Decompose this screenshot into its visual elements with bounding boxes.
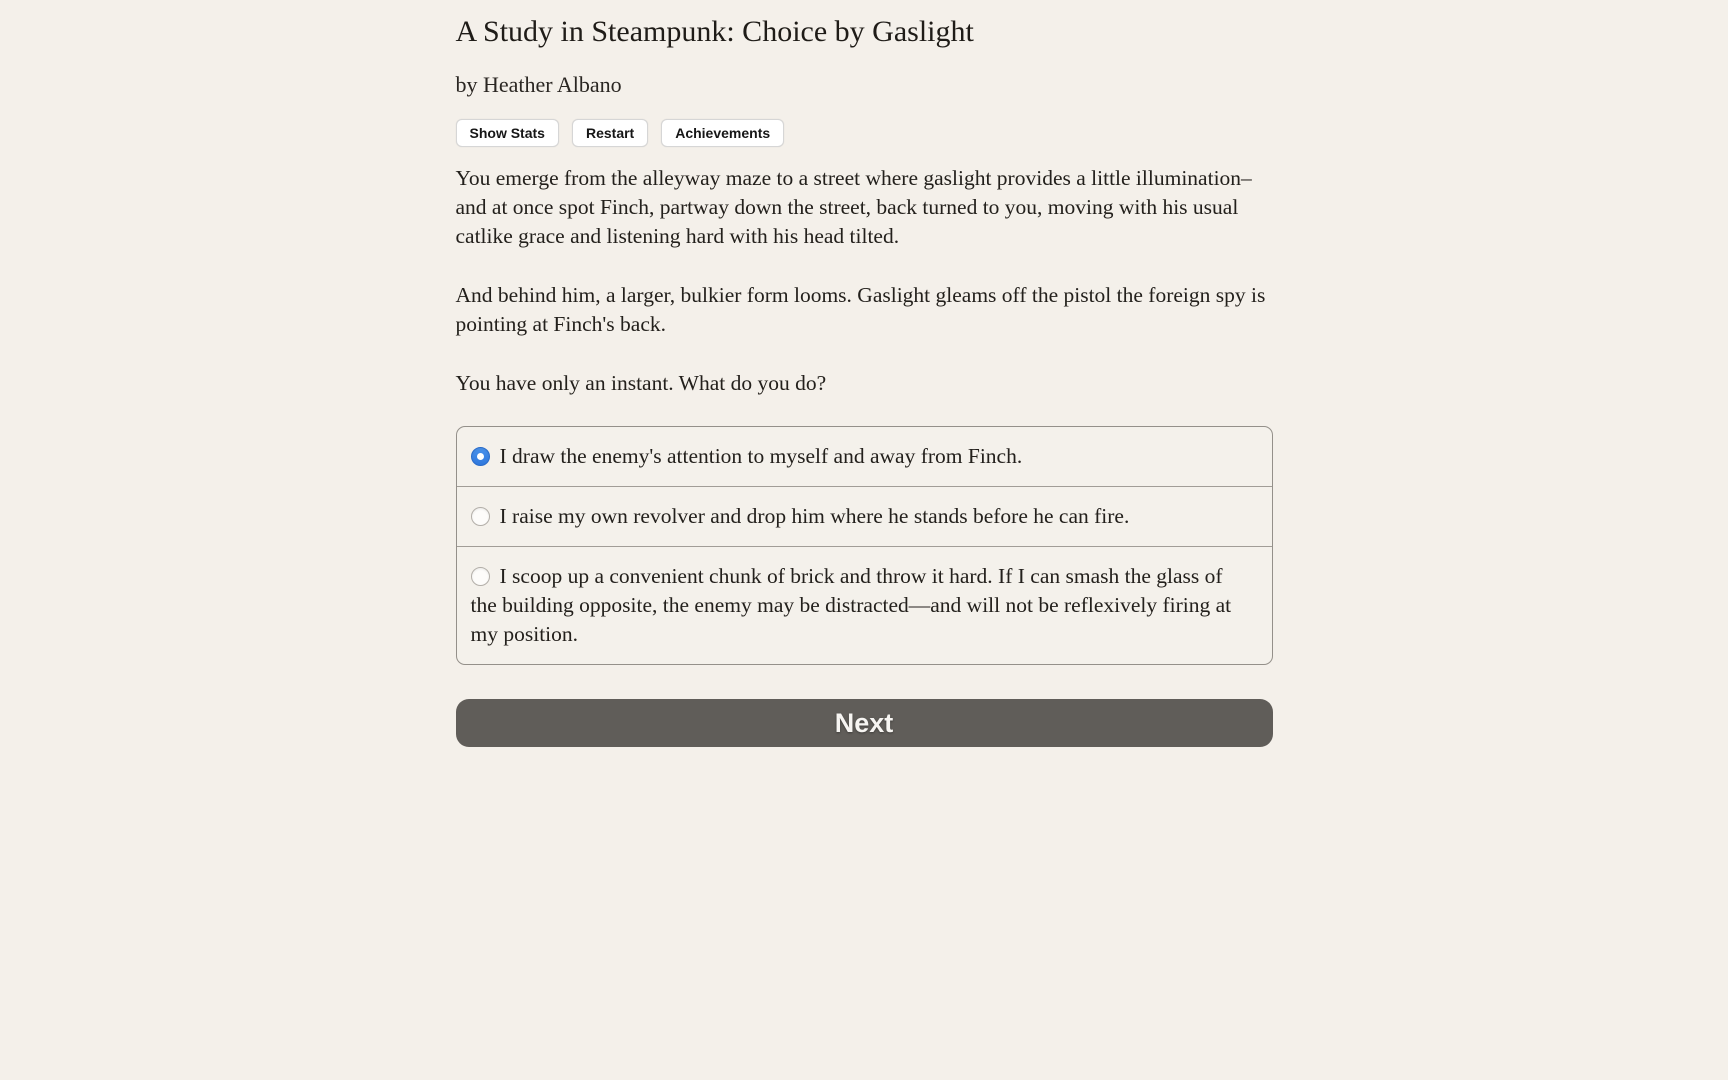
page-title: A Study in Steampunk: Choice by Gaslight [455, 15, 974, 48]
choice-option-label: I draw the enemy's attention to myself and away from Finch. [499, 444, 1023, 468]
radio-button-icon[interactable] [471, 447, 490, 466]
achievements-button[interactable]: Achievements [661, 119, 784, 147]
choice-option-label: I scoop up a convenient chunk of brick and throw it hard. If I can smash the glass of the building opposite, the enemy may be distracted—and will not be reflexively firing at my position. [470, 564, 1232, 646]
next-button[interactable]: Next [456, 699, 1273, 747]
story-prompt: You have only an instant. What do you do? [455, 371, 827, 395]
choice-option-3[interactable] [457, 546, 1272, 664]
radio-button-icon[interactable] [471, 507, 490, 526]
choice-group [456, 426, 1273, 665]
radio-button-icon[interactable] [471, 567, 490, 586]
story-paragraph-2: And behind him, a larger, bulkier form looms. Gaslight gleams off the pistol the foreign spy is pointing at Finch's back. [455, 283, 1266, 336]
restart-button[interactable]: Restart [572, 119, 648, 147]
game-content [456, 0, 1273, 747]
story-paragraph-1: You emerge from the alleyway maze to a street where gaslight provides a little illumination–and at once spot Finch, partway down the street, back turned to you, moving with his usual catlike grace and listening hard with his head tilted. [455, 166, 1252, 248]
author-byline: by Heather Albano [455, 72, 622, 97]
show-stats-button[interactable]: Show Stats [456, 119, 559, 147]
choice-option-1[interactable] [457, 427, 1272, 486]
toolbar [456, 119, 1273, 147]
choice-option-2[interactable] [457, 486, 1272, 546]
choice-option-label: I raise my own revolver and drop him where he stands before he can fire. [499, 504, 1130, 528]
